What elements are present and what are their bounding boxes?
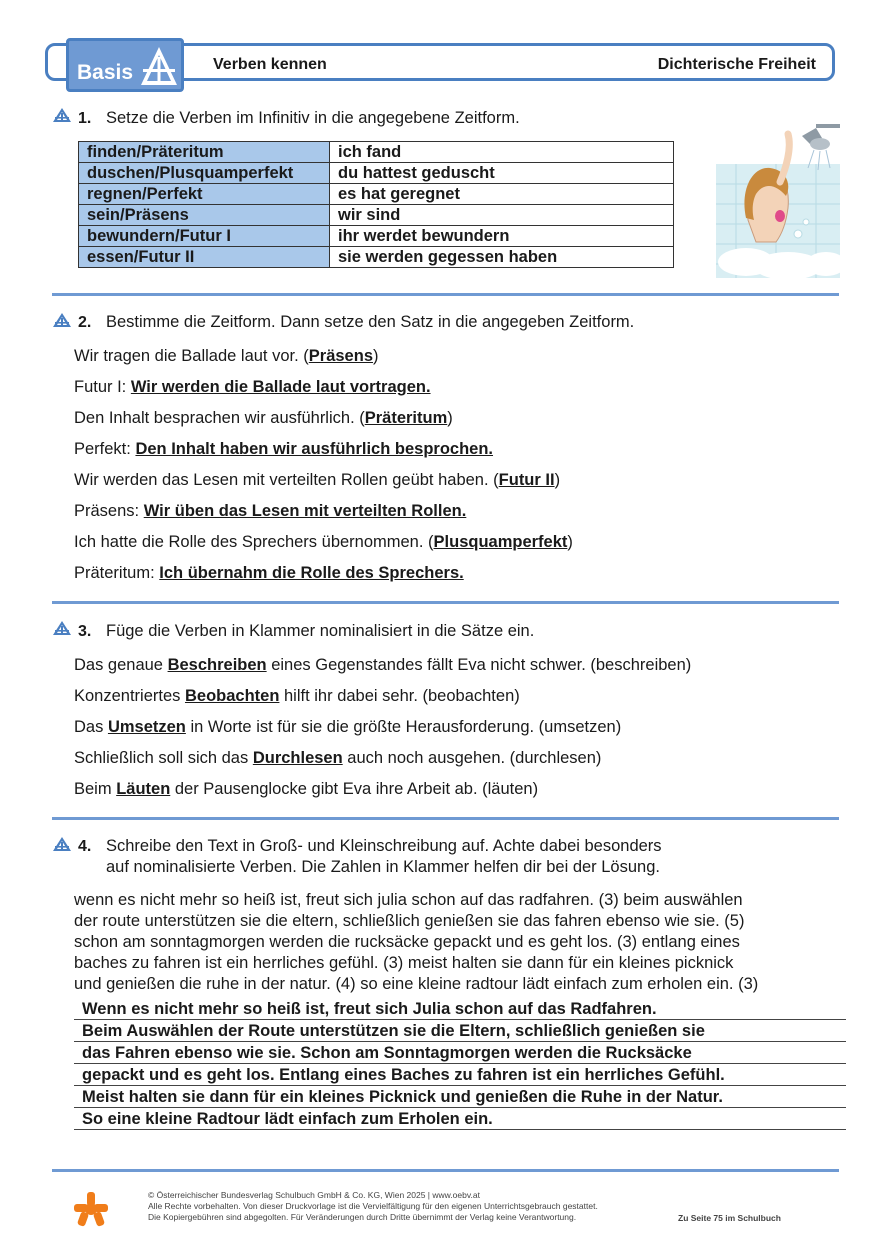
sentence-text: Den Inhalt besprachen wir ausführlich. ( [74,409,365,427]
task2-transformation [74,440,493,459]
basis-level-icon [52,107,72,123]
section-divider [52,293,839,296]
task3-instruction: Füge die Verben in Klammer nominalisiert in die Sätze ein. [106,622,535,640]
header-left-title: Verben kennen [213,56,327,73]
nominalized-answer: Beschreiben [167,656,267,674]
footer-line: © Österreichischer Bundesverlag Schulbuch GmbH & Co. KG, Wien 2025 | www.oebv.at [148,1190,480,1200]
task2-sentence [74,471,560,490]
task3-sentence [74,687,520,706]
task3-sentence [74,656,691,675]
logo-label: Basis [77,61,134,84]
table-row [79,226,674,247]
basis-level-icon [52,620,72,636]
task2-transformation [74,564,464,583]
transformed-answer: Wir üben das Lesen mit verteilten Rollen. [143,502,467,520]
transformed-answer: Ich übernahm die Rolle des Sprechers. [159,564,464,582]
task2-sentence [74,347,379,366]
table-cell-answer: es hat geregnet [330,184,674,205]
task3-sentence [74,718,621,737]
table-cell-verb: bewundern/Futur I [79,226,330,247]
sentence-text: Wir tragen die Ballade laut vor. ( [74,347,309,365]
table-cell-verb: sein/Präsens [79,205,330,226]
task4-instruction-line1: Schreibe den Text in Groß- und Kleinschreibung auf. Achte dabei besonders [106,837,662,855]
sentence-before: Schließlich soll sich das [74,749,253,767]
footer-line: Alle Rechte vorbehalten. Von dieser Druckvorlage ist die Vervielfältigung für den eigenen Unterrichtsgebrauch gestattet. [148,1201,598,1211]
footer-line: Die Kopiergebühren sind abgegolten. Für Veränderungen durch Dritte übernimmt der Verlag keine Verantwortung. [148,1212,577,1222]
answer-writing-line: Meist halten sie dann für ein kleines Picknick und genießen die Ruhe in der Natur. [74,1087,846,1108]
task2-sentence [74,409,453,428]
table-cell-answer: ich fand [330,142,674,163]
sentence-after: hilft ihr dabei sehr. (beobachten) [279,687,520,705]
table-row [79,205,674,226]
footer-divider [52,1169,839,1172]
task2-transformation [74,502,466,521]
table-row [79,163,674,184]
target-tense-label: Präsens: [74,502,140,520]
triangle-logo-icon [139,45,179,87]
table-cell-answer: ihr werdet bewundern [330,226,674,247]
answer-writing-line: das Fahren ebenso wie sie. Schon am Sonntagmorgen werden die Rucksäcke [74,1043,846,1064]
sentence-after: der Pausenglocke gibt Eva ihre Arbeit ab. (läuten) [170,780,539,798]
tense-answer: Futur II [498,471,555,489]
nominalized-answer: Läuten [116,780,171,798]
sentence-text: Wir werden das Lesen mit verteilten Rollen geübt haben. ( [74,471,499,489]
sentence-before: Konzentriertes [74,687,185,705]
footer-page-reference: Zu Seite 75 im Schulbuch [678,1213,781,1223]
footer-copyright [148,1190,598,1223]
answer-writing-line: Wenn es nicht mehr so heiß ist, freut sich Julia schon auf das Radfahren. [74,999,846,1020]
task4-source-text [74,890,834,995]
source-text-line: der route unterstützen sie die eltern, schließlich genießen sie das fahren ebenso wie sie. (5) [74,912,745,930]
sentence-before: Das [74,718,108,736]
section-divider [52,601,839,604]
sentence-before: Beim [74,780,117,798]
source-text-line: schon am sonntagmorgen werden die rucksäcke gepackt und es geht los. (3) entlang eines [74,933,740,951]
target-tense-label: Perfekt: [74,440,131,458]
task3-number: 3. [78,623,92,640]
answer-writing-line: So eine kleine Radtour lädt einfach zum Erholen ein. [74,1109,846,1130]
tense-answer: Plusquamperfekt [433,533,568,551]
basis-level-icon [52,312,72,328]
task4-instruction-line2: auf nominalisierte Verben. Die Zahlen in Klammer helfen dir bei der Lösung. [106,858,660,876]
shower-girl-illustration [716,124,840,278]
table-row [79,142,674,163]
publisher-logo-icon [72,1190,110,1228]
table-cell-answer: du hattest geduscht [330,163,674,184]
bracket-close: ) [373,347,379,365]
task1-table [78,141,674,268]
table-cell-answer: sie werden gegessen haben [330,247,674,268]
table-cell-verb: regnen/Perfekt [79,184,330,205]
task2-instruction: Bestimme die Zeitform. Dann setze den Satz in die angegeben Zeitform. [106,313,635,331]
tense-answer: Präteritum [364,409,448,427]
sentence-after: in Worte ist für sie die größte Herausforderung. (umsetzen) [185,718,622,736]
table-cell-answer: wir sind [330,205,674,226]
target-tense-label: Präteritum: [74,564,155,582]
transformed-answer: Wir werden die Ballade laut vortragen. [130,378,431,396]
source-text-line: baches zu fahren ist ein herrliches gefühl. (3) meist halten sie dann für ein kleines picknick [74,954,734,972]
task3-sentence [74,749,601,768]
nominalized-answer: Umsetzen [107,718,186,736]
task2-number: 2. [78,314,92,331]
sentence-text: Ich hatte die Rolle des Sprechers übernommen. ( [74,533,434,551]
answer-writing-line: Beim Auswählen der Route unterstützen sie die Eltern, schließlich genießen sie [74,1021,846,1042]
transformed-answer: Den Inhalt haben wir ausführlich besprochen. [135,440,494,458]
tense-answer: Präsens [308,347,373,365]
target-tense-label: Futur I: [74,378,127,396]
task3-sentence [74,780,538,799]
table-cell-verb: essen/Futur II [79,247,330,268]
table-row [79,247,674,268]
basis-logo [66,38,184,92]
task4-number: 4. [78,838,92,855]
table-row [79,184,674,205]
sentence-before: Das genaue [74,656,168,674]
sentence-after: eines Gegenstandes fällt Eva nicht schwer. (beschreiben) [266,656,692,674]
header-right-title: Dichterische Freiheit [657,56,816,73]
source-text-line: wenn es nicht mehr so heiß ist, freut sich julia schon auf das radfahren. (3) beim auswählen [74,891,743,909]
task1-number: 1. [78,110,92,127]
table-cell-verb: finden/Präteritum [79,142,330,163]
source-text-line: und genießen die ruhe in der natur. (4) so eine kleine radtour lädt einfach zum erholen ein. (3) [74,975,759,993]
bracket-close: ) [447,409,453,427]
task2-sentence [74,533,573,552]
nominalized-answer: Beobachten [184,687,280,705]
table-cell-verb: duschen/Plusquamperfekt [79,163,330,184]
task1-instruction: Setze die Verben im Infinitiv in die angegebene Zeitform. [106,109,520,127]
sentence-after: auch noch ausgehen. (durchlesen) [342,749,602,767]
task2-transformation [74,378,431,397]
bracket-close: ) [567,533,573,551]
bracket-close: ) [554,471,561,489]
nominalized-answer: Durchlesen [252,749,343,767]
section-divider [52,817,839,820]
basis-level-icon [52,836,72,852]
answer-writing-line: gepackt und es geht los. Entlang eines Baches zu fahren ist ein herrliches Gefühl. [74,1065,846,1086]
